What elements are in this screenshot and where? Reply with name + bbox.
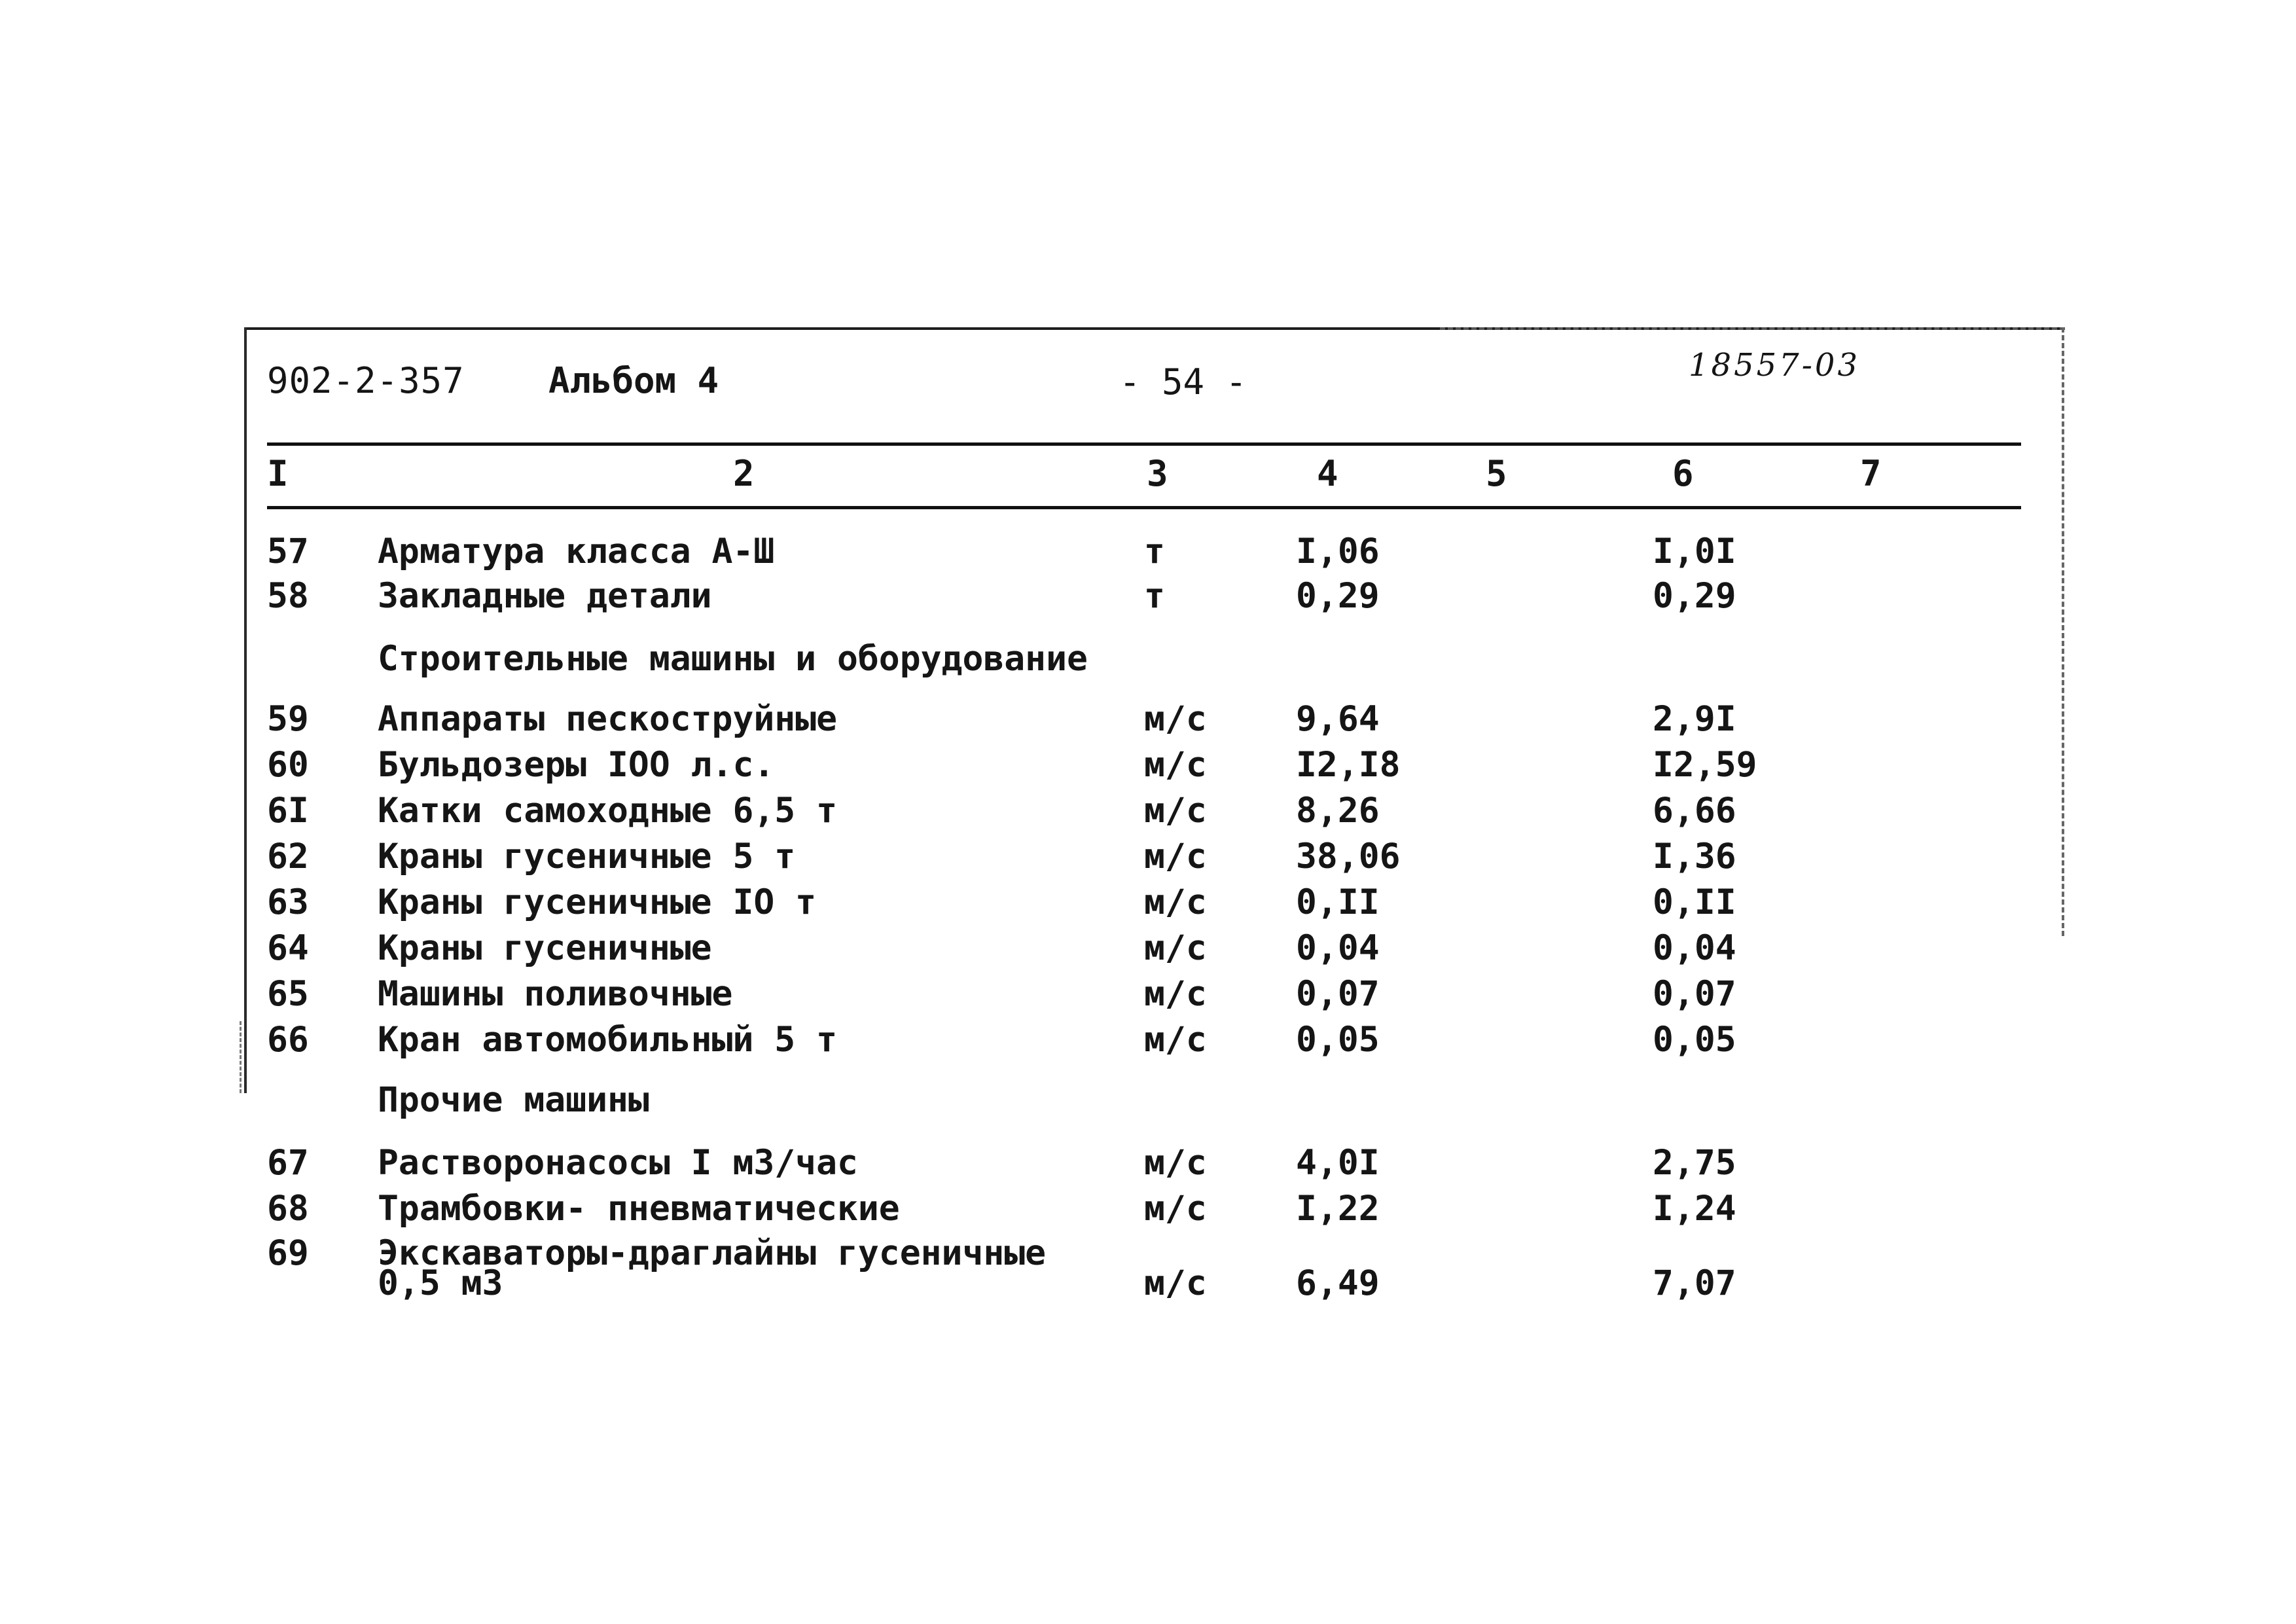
column-header-4: 4 — [1317, 453, 1338, 494]
document-code: 902-2-357 — [267, 360, 465, 401]
row-number: 60 — [267, 745, 309, 785]
row-number: 59 — [267, 699, 309, 739]
frame-left-line — [244, 327, 247, 1093]
row-name: Растворонасосы I м3/час — [378, 1143, 858, 1183]
row-value-col6: 7,07 — [1653, 1263, 1736, 1303]
row-unit: м/с — [1144, 1189, 1207, 1229]
row-unit: м/с — [1144, 745, 1207, 785]
page-number: - 54 - — [1119, 361, 1247, 403]
row-number: 68 — [267, 1189, 309, 1229]
row-value-col4: 38,06 — [1296, 837, 1401, 876]
frame-right-line — [2062, 327, 2064, 936]
album-label: Альбом 4 — [548, 360, 719, 401]
row-value-col4: 0,29 — [1296, 576, 1380, 616]
row-name: Катки самоходные 6,5 т — [378, 791, 837, 831]
row-unit: м/с — [1144, 928, 1207, 968]
row-name: Краны гусеничные — [378, 928, 712, 968]
row-number: 63 — [267, 882, 309, 922]
row-unit: м/с — [1144, 1263, 1207, 1303]
row-name: Экскаваторы-драглайны гусеничные — [378, 1233, 1047, 1273]
row-value-col6: 0,04 — [1653, 928, 1736, 968]
column-header-7: 7 — [1860, 453, 1882, 494]
row-name-continuation: 0,5 м3 — [378, 1263, 503, 1303]
row-unit: т — [1144, 532, 1165, 571]
row-unit: м/с — [1144, 1020, 1207, 1060]
row-unit: т — [1144, 576, 1165, 616]
row-unit: м/с — [1144, 699, 1207, 739]
row-value-col4: I,06 — [1296, 532, 1380, 571]
row-number: 67 — [267, 1143, 309, 1183]
row-number: 65 — [267, 974, 309, 1014]
row-value-col6: 0,05 — [1653, 1020, 1736, 1060]
row-name: Бульдозеры IOO л.с. — [378, 745, 775, 785]
row-value-col4: 9,64 — [1296, 699, 1380, 739]
row-name: Краны гусеничные IO т — [378, 882, 817, 922]
header-top-rule — [267, 442, 2021, 446]
column-header-2: 2 — [733, 453, 755, 494]
row-value-col4: I,22 — [1296, 1189, 1380, 1229]
row-name: Закладные детали — [378, 576, 712, 616]
row-value-col6: 0,29 — [1653, 576, 1736, 616]
row-number: 64 — [267, 928, 309, 968]
row-value-col4: 8,26 — [1296, 791, 1380, 831]
row-value-col6: I2,59 — [1653, 745, 1757, 785]
row-value-col4: 0,II — [1296, 882, 1380, 922]
row-value-col4: 0,04 — [1296, 928, 1380, 968]
row-name: Аппараты пескоструйные — [378, 699, 837, 739]
row-name: Кран автомобильный 5 т — [378, 1020, 837, 1060]
row-value-col6: I,0I — [1653, 532, 1736, 571]
frame-left-dashed-line — [240, 1021, 242, 1093]
row-unit: м/с — [1144, 974, 1207, 1014]
row-number: 66 — [267, 1020, 309, 1060]
row-value-col6: I,36 — [1653, 837, 1736, 876]
row-unit: м/с — [1144, 837, 1207, 876]
section-title: Прочие машины — [378, 1080, 649, 1120]
row-name: Краны гусеничные 5 т — [378, 837, 796, 876]
frame-top-dashed-line — [1440, 327, 2065, 330]
handwritten-note: 18557-03 — [1689, 347, 1860, 384]
row-value-col6: 6,66 — [1653, 791, 1736, 831]
row-name: Трамбовки- пневматические — [378, 1189, 900, 1229]
row-value-col6: 2,9I — [1653, 699, 1736, 739]
column-header-3: 3 — [1147, 453, 1168, 494]
row-number: 58 — [267, 576, 309, 616]
row-value-col4: 4,0I — [1296, 1143, 1380, 1183]
row-value-col4: 0,05 — [1296, 1020, 1380, 1060]
row-unit: м/с — [1144, 791, 1207, 831]
column-header-1: I — [267, 453, 289, 494]
row-name: Машины поливочные — [378, 974, 733, 1014]
row-value-col4: I2,I8 — [1296, 745, 1401, 785]
header-bottom-rule — [267, 506, 2021, 509]
row-value-col6: 0,07 — [1653, 974, 1736, 1014]
column-header-5: 5 — [1486, 453, 1507, 494]
row-unit: м/с — [1144, 882, 1207, 922]
row-value-col6: 2,75 — [1653, 1143, 1736, 1183]
section-title: Строительные машины и оборудование — [378, 639, 1088, 679]
row-value-col6: I,24 — [1653, 1189, 1736, 1229]
row-number: 57 — [267, 532, 309, 571]
row-value-col6: 0,II — [1653, 882, 1736, 922]
row-number: 69 — [267, 1233, 309, 1273]
row-unit: м/с — [1144, 1143, 1207, 1183]
row-value-col4: 0,07 — [1296, 974, 1380, 1014]
row-value-col4: 6,49 — [1296, 1263, 1380, 1303]
column-header-6: 6 — [1672, 453, 1694, 494]
row-number: 62 — [267, 837, 309, 876]
row-number: 6I — [267, 791, 309, 831]
row-name: Арматура класса А-Ш — [378, 532, 775, 571]
